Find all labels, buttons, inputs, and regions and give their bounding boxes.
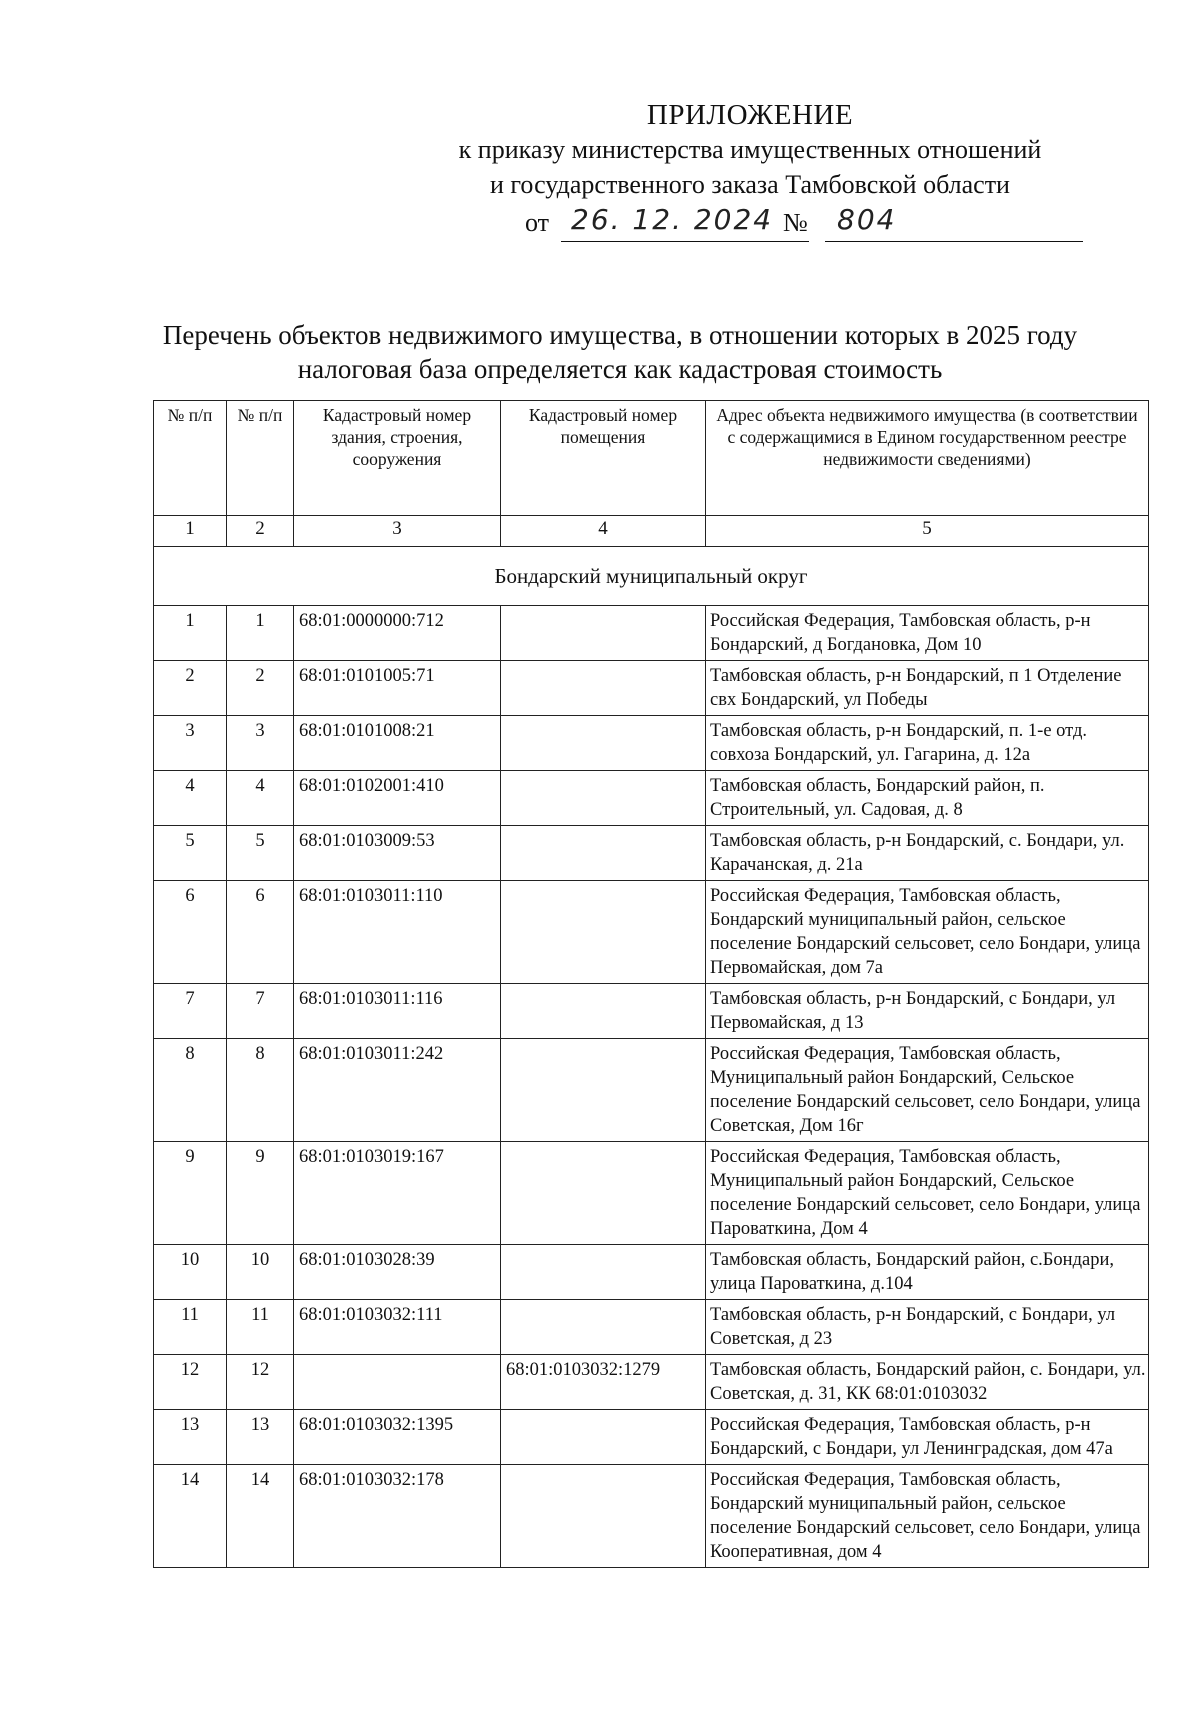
- row-number-secondary: 11: [227, 1300, 294, 1355]
- row-number-secondary: 1: [227, 606, 294, 661]
- handwritten-number: 804: [837, 203, 897, 236]
- row-number-secondary: 13: [227, 1410, 294, 1465]
- number-underline: [825, 241, 1083, 242]
- table-row: [154, 1142, 1149, 1245]
- table-row: [154, 716, 1149, 771]
- row-number-secondary: 4: [227, 771, 294, 826]
- row-number: 7: [154, 984, 227, 1039]
- room-cadastral-number: [501, 1039, 706, 1142]
- room-cadastral-number: [501, 606, 706, 661]
- column-number: 4: [501, 516, 706, 547]
- row-number-secondary: 10: [227, 1245, 294, 1300]
- table-row: [154, 606, 1149, 661]
- building-cadastral-number: 68:01:0103011:110: [294, 881, 501, 984]
- table-header-row: [154, 401, 1149, 516]
- row-number: 11: [154, 1300, 227, 1355]
- table-row: [154, 984, 1149, 1039]
- column-number: 3: [294, 516, 501, 547]
- object-address: Российская Федерация, Тамбовская область, Бондарский муниципальный район, сельское поселение Бондарский сельсовет, село Бондари, улица Первомайская, дом 7а: [706, 881, 1149, 984]
- object-address: Тамбовская область, р-н Бондарский, с Бондари, ул Советская, д 23: [706, 1300, 1149, 1355]
- header-cell: № п/п: [227, 401, 294, 516]
- object-address: Тамбовская область, р-н Бондарский, п. 1-е отд. совхоза Бондарский, ул. Гагарина, д. 12а: [706, 716, 1149, 771]
- object-address: Тамбовская область, Бондарский район, с.Бондари, улица Пароваткина, д.104: [706, 1245, 1149, 1300]
- object-address: Тамбовская область, Бондарский район, п. Строительный, ул. Садовая, д. 8: [706, 771, 1149, 826]
- row-number: 1: [154, 606, 227, 661]
- row-number-secondary: 3: [227, 716, 294, 771]
- order-reference-line-2: и государственного заказа Тамбовской области: [490, 170, 1010, 199]
- section-row: [154, 547, 1149, 606]
- room-cadastral-number: [501, 716, 706, 771]
- object-address: Тамбовская область, Бондарский район, с. Бондари, ул. Советская, д. 31, КК 68:01:0103032: [706, 1355, 1149, 1410]
- row-number: 4: [154, 771, 227, 826]
- header-cell: Адрес объекта недвижимого имущества (в соответствии с содержащимися в Едином государственном реестре недвижимости сведениями): [706, 401, 1149, 516]
- object-address: Российская Федерация, Тамбовская область, р-н Бондарский, д Богдановка, Дом 10: [706, 606, 1149, 661]
- room-cadastral-number: [501, 661, 706, 716]
- header-cell: Кадастровый номер здания, строения, сооружения: [294, 401, 501, 516]
- room-cadastral-number: [501, 771, 706, 826]
- room-cadastral-number: [501, 1245, 706, 1300]
- row-number-secondary: 12: [227, 1355, 294, 1410]
- handwritten-date: 26. 12. 2024: [571, 203, 774, 236]
- building-cadastral-number: 68:01:0103032:178: [294, 1465, 501, 1568]
- row-number-secondary: 2: [227, 661, 294, 716]
- row-number: 8: [154, 1039, 227, 1142]
- row-number-secondary: 14: [227, 1465, 294, 1568]
- building-cadastral-number: 68:01:0103009:53: [294, 826, 501, 881]
- room-cadastral-number: [501, 881, 706, 984]
- table-row: [154, 1465, 1149, 1568]
- table-row: [154, 1039, 1149, 1142]
- row-number-secondary: 9: [227, 1142, 294, 1245]
- object-address: Российская Федерация, Тамбовская область, Бондарский муниципальный район, сельское поселение Бондарский сельсовет, село Бондари, улица Кооперативная, дом 4: [706, 1465, 1149, 1568]
- table-row: [154, 1300, 1149, 1355]
- building-cadastral-number: 68:01:0103028:39: [294, 1245, 501, 1300]
- row-number: 13: [154, 1410, 227, 1465]
- object-address: Тамбовская область, р-н Бондарский, п 1 Отделение свх Бондарский, ул Победы: [706, 661, 1149, 716]
- row-number: 2: [154, 661, 227, 716]
- document-header: [440, 98, 1060, 202]
- section-title: Бондарский муниципальный округ: [154, 547, 1149, 606]
- row-number-secondary: 5: [227, 826, 294, 881]
- room-cadastral-number: [501, 1410, 706, 1465]
- room-cadastral-number: 68:01:0103032:1279: [501, 1355, 706, 1410]
- object-address: Российская Федерация, Тамбовская область, Муниципальный район Бондарский, Сельское поселение Бондарский сельсовет, село Бондари, улица Советская, Дом 16г: [706, 1039, 1149, 1142]
- list-title-line-1: Перечень объектов недвижимого имущества, в отношении которых в 2025 году: [162, 320, 1078, 350]
- table-row: [154, 1245, 1149, 1300]
- table-row: [154, 661, 1149, 716]
- building-cadastral-number: 68:01:0103011:242: [294, 1039, 501, 1142]
- room-cadastral-number: [501, 984, 706, 1039]
- row-number: 5: [154, 826, 227, 881]
- row-number: 3: [154, 716, 227, 771]
- row-number-secondary: 6: [227, 881, 294, 984]
- room-cadastral-number: [501, 1465, 706, 1568]
- row-number: 14: [154, 1465, 227, 1568]
- object-address: Российская Федерация, Тамбовская область, Муниципальный район Бондарский, Сельское поселение Бондарский сельсовет, село Бондари, улица Пароваткина, Дом 4: [706, 1142, 1149, 1245]
- room-cadastral-number: [501, 1300, 706, 1355]
- room-cadastral-number: [501, 1142, 706, 1245]
- table-row: [154, 881, 1149, 984]
- order-date-number: [525, 200, 1085, 242]
- appendix-title: ПРИЛОЖЕНИЕ: [646, 99, 854, 131]
- building-cadastral-number: [294, 1355, 501, 1410]
- list-title: [140, 318, 1100, 386]
- date-label: от: [525, 208, 550, 237]
- building-cadastral-number: 68:01:0102001:410: [294, 771, 501, 826]
- header-cell: № п/п: [154, 401, 227, 516]
- table-row: [154, 771, 1149, 826]
- row-number: 6: [154, 881, 227, 984]
- building-cadastral-number: 68:01:0101005:71: [294, 661, 501, 716]
- header-cell: Кадастровый номер помещения: [501, 401, 706, 516]
- object-address: Тамбовская область, р-н Бондарский, с. Бондари, ул. Карачанская, д. 21а: [706, 826, 1149, 881]
- building-cadastral-number: 68:01:0103011:116: [294, 984, 501, 1039]
- table-row: [154, 826, 1149, 881]
- date-underline: [561, 241, 809, 242]
- object-address: Российская Федерация, Тамбовская область, р-н Бондарский, с Бондари, ул Ленинградская, дом 47а: [706, 1410, 1149, 1465]
- row-number-secondary: 7: [227, 984, 294, 1039]
- building-cadastral-number: 68:01:0000000:712: [294, 606, 501, 661]
- column-number: 1: [154, 516, 227, 547]
- row-number: 12: [154, 1355, 227, 1410]
- order-reference-line-1: к приказу министерства имущественных отношений: [458, 135, 1042, 164]
- building-cadastral-number: 68:01:0103019:167: [294, 1142, 501, 1245]
- row-number: 10: [154, 1245, 227, 1300]
- room-cadastral-number: [501, 826, 706, 881]
- object-address: Тамбовская область, р-н Бондарский, с Бондари, ул Первомайская, д 13: [706, 984, 1149, 1039]
- building-cadastral-number: 68:01:0101008:21: [294, 716, 501, 771]
- row-number: 9: [154, 1142, 227, 1245]
- table-body: [154, 606, 1149, 1568]
- column-number-row: [154, 516, 1149, 547]
- table-row: [154, 1410, 1149, 1465]
- building-cadastral-number: 68:01:0103032:1395: [294, 1410, 501, 1465]
- column-number: 5: [706, 516, 1149, 547]
- table-row: [154, 1355, 1149, 1410]
- building-cadastral-number: 68:01:0103032:111: [294, 1300, 501, 1355]
- row-number-secondary: 8: [227, 1039, 294, 1142]
- number-label: №: [783, 208, 808, 237]
- property-table: [153, 400, 1149, 1568]
- column-number: 2: [227, 516, 294, 547]
- list-title-line-2: налоговая база определяется как кадастровая стоимость: [297, 354, 943, 384]
